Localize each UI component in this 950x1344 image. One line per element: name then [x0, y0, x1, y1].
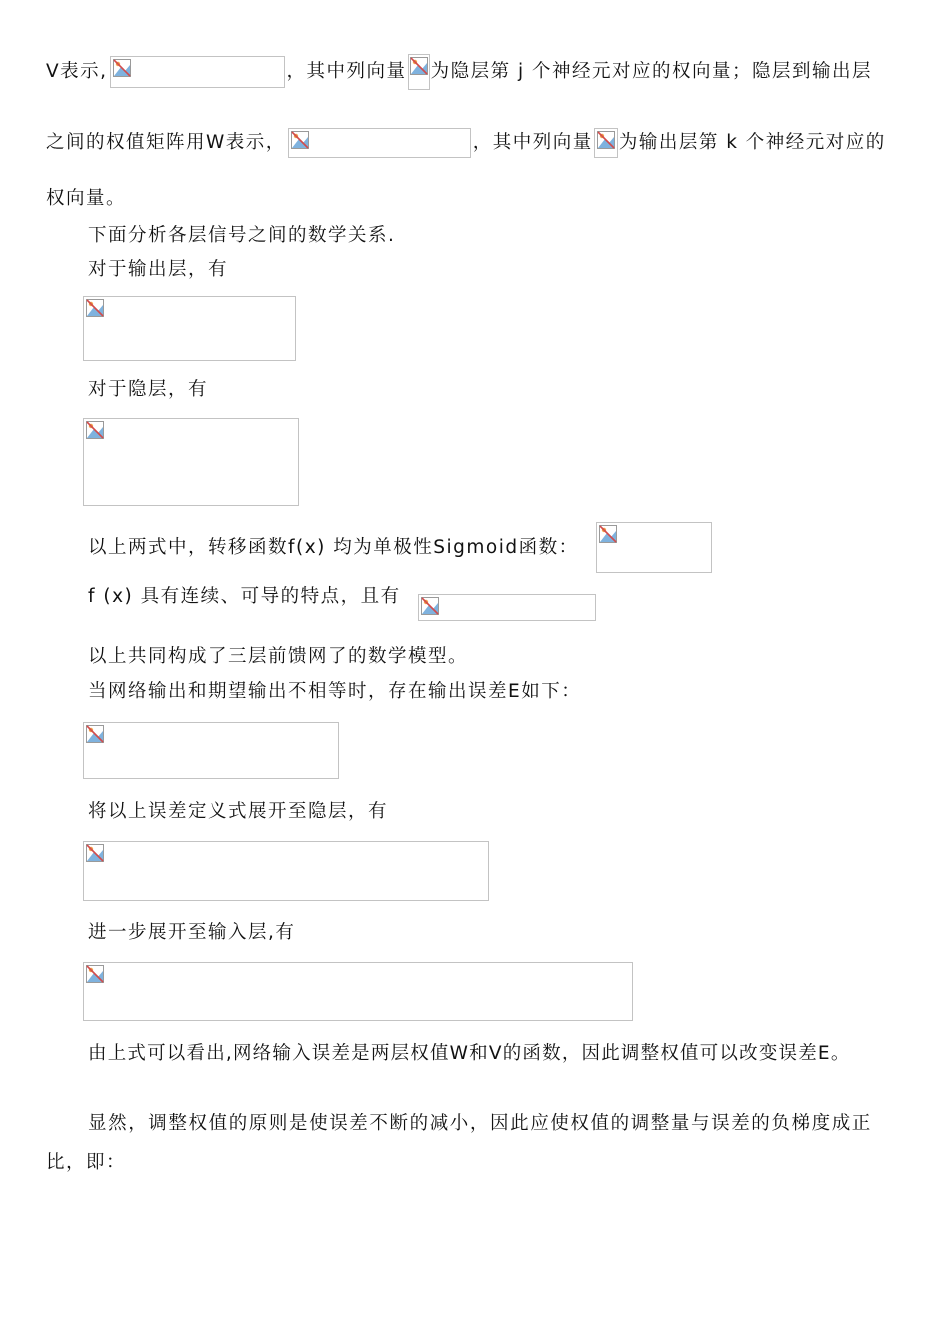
- formula-image-hidden-layer: [83, 418, 299, 506]
- output-layer-text: 对于输出层，有: [88, 259, 229, 280]
- broken-image-icon: [86, 421, 104, 439]
- text-column-vector: ，其中列向量: [286, 61, 407, 82]
- text-hidden-neuron-weight: 为隐层第 j 个神经元对应的权向量；隐层到输出层: [430, 61, 872, 82]
- broken-image-icon: [86, 725, 104, 743]
- formula-image-v-matrix: [110, 56, 285, 88]
- principle-line-1: 显然，调整权值的原则是使误差不断的减小，因此应使权值的调整量与误差的负梯度成正: [88, 1113, 872, 1134]
- principle-line-2: 比，即：: [46, 1152, 127, 1173]
- broken-image-icon: [86, 299, 104, 317]
- expand-hidden-text: 将以上误差定义式展开至隐层，有: [88, 801, 389, 822]
- broken-image-icon: [421, 597, 439, 615]
- broken-image-icon: [113, 59, 131, 77]
- conclusion-text: 由上式可以看出,网络输入误差是两层权值W和V的函数，因此调整权值可以改变误差E。: [88, 1043, 851, 1064]
- broken-image-icon: [291, 131, 309, 149]
- formula-image-expand-input: [83, 962, 633, 1021]
- broken-image-icon: [597, 131, 615, 149]
- broken-image-icon: [86, 844, 104, 862]
- formula-image-w-matrix: [288, 128, 471, 158]
- formula-image-error: [83, 722, 339, 779]
- formula-image-vj: [408, 54, 430, 90]
- derivative-text: f (x) 具有连续、可导的特点，且有: [88, 586, 401, 607]
- formula-image-wk: [594, 128, 618, 158]
- formula-image-sigmoid: [596, 522, 712, 573]
- text-v-represent: V表示,: [46, 61, 108, 82]
- paragraph-line-3: 权向量。: [46, 188, 127, 209]
- broken-image-icon: [599, 525, 617, 543]
- sigmoid-text: 以上两式中，转移函数f(x) 均为单极性Sigmoid函数：: [88, 537, 579, 558]
- broken-image-icon: [86, 965, 104, 983]
- error-text: 当网络输出和期望输出不相等时，存在输出误差E如下：: [88, 681, 582, 702]
- model-text: 以上共同构成了三层前馈网了的数学模型。: [88, 646, 469, 667]
- hidden-layer-text: 对于隐层，有: [88, 379, 209, 400]
- intro-text: 下面分析各层信号之间的数学关系.: [88, 225, 396, 246]
- paragraph-line-1: [46, 54, 872, 90]
- formula-image-derivative: [418, 594, 596, 621]
- paragraph-line-2: [46, 128, 886, 164]
- expand-input-text: 进一步展开至输入层,有: [88, 922, 296, 943]
- broken-image-icon: [410, 57, 428, 75]
- formula-image-expand-hidden: [83, 841, 489, 901]
- text-w-represent: 之间的权值矩阵用W表示，: [46, 132, 286, 153]
- formula-image-output-layer: [83, 296, 296, 361]
- text-column-vector-2: ，其中列向量: [472, 132, 593, 153]
- text-output-neuron-weight: 为输出层第 k 个神经元对应的: [618, 132, 886, 153]
